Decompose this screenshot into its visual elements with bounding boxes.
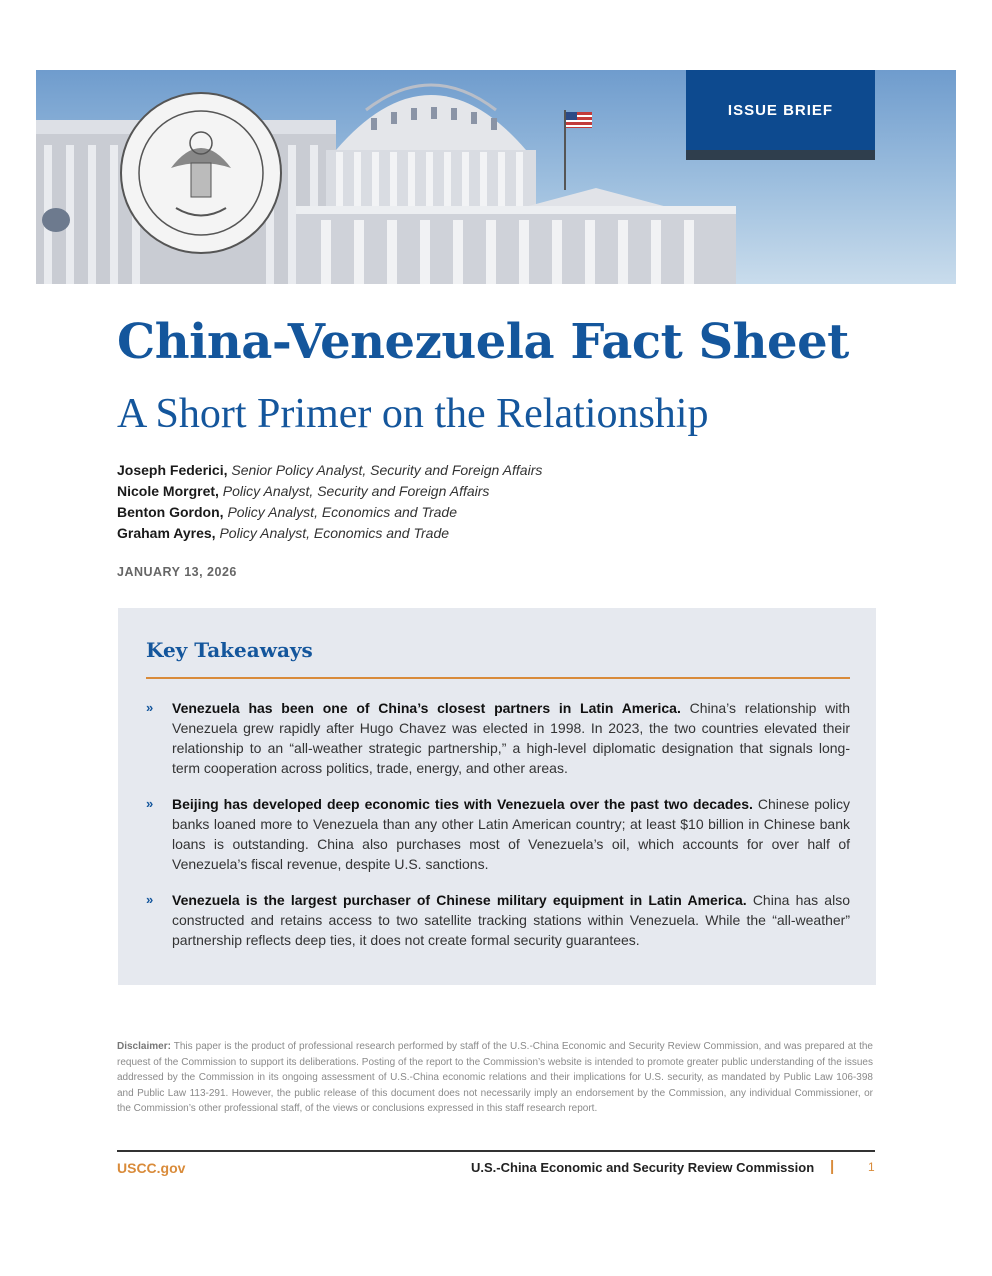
badge-underline [686,150,875,160]
author-line [117,523,542,544]
author-list [117,460,542,544]
takeaway-item [146,890,850,950]
author-line [117,502,542,523]
page-subtitle: A Short Primer on the Relationship [117,391,709,437]
author-role: Policy Analyst, Economics and Trade [219,525,450,541]
author-name: Benton Gordon, [117,504,224,520]
takeaway-body: China has also constructed and retains access to two satellite tracking stations within Venezuela. While the “all-weather” partnership reflects deep ties, it does not create formal security guarantees. [172,892,850,948]
publication-date: JANUARY 13, 2026 [117,565,237,579]
disclaimer [117,1039,873,1117]
bullet-chevron-icon: » [146,700,154,715]
footer-separator: | [830,1158,835,1175]
author-name: Nicole Morgret, [117,483,219,499]
takeaway-body: Chinese policy banks loaned more to Venezuela than any other Latin American country; at least $10 billion in Chinese bank loans is outstanding. China also purchases most of Venezuela’s oil, which accounts for over half of Venezuela’s fiscal revenue, despite U.S. sanctions. [172,796,850,872]
bullet-chevron-icon: » [146,892,154,907]
section-divider [146,677,850,679]
takeaway-item [146,794,850,874]
takeaway-item [146,698,850,778]
takeaway-lead: Venezuela has been one of China’s closest partners in Latin America. [172,700,681,716]
takeaway-text [172,890,850,950]
author-role: Policy Analyst, Economics and Trade [227,504,457,520]
author-name: Graham Ayres, [117,525,216,541]
takeaway-lead: Beijing has developed deep economic ties with Venezuela over the past two decades. [172,796,753,812]
takeaway-text [172,794,850,874]
page-title: China-Venezuela Fact Sheet [117,314,849,370]
uscc-seal-icon [116,88,286,258]
author-role: Policy Analyst, Security and Foreign Affairs [222,483,490,499]
author-line [117,460,542,481]
page-number: 1 [868,1160,875,1174]
author-name: Joseph Federici, [117,462,228,478]
footer-site-link[interactable]: USCC.gov [117,1160,186,1176]
takeaway-lead: Venezuela is the largest purchaser of Chinese military equipment in Latin America. [172,892,747,908]
footer-divider [117,1150,875,1152]
disclaimer-text: This paper is the product of professional research performed by staff of the U.S.-China Economic and Security Review Commission, and was prepared at the request of the Commission to support its deliberations. Posting of the report to the Commission’s website is intended to promote greater public understanding of the issues addressed by the Commission in its ongoing assessment of U.S.-China economic relations and their implications for U.S. security, as mandated by Public Law 106-398 and Public Law 113-291. However, the public release of this document does not necessarily imply an endorsement by the Commission, any individual Commissioner, or the Commission’s other professional staff, of the views or conclusions expressed in this staff research report. [117,1041,873,1114]
bullet-chevron-icon: » [146,796,154,811]
issue-brief-badge: ISSUE BRIEF [686,70,875,150]
key-takeaways-panel [118,608,876,985]
takeaway-body: China’s relationship with Venezuela grew rapidly after Hugo Chavez was elected in 1998. In 2023, the two countries elevated their relationship to an “all-weather strategic partnership,” a high-level diplomatic designation that signals long-term cooperation across politics, trade, energy, and other areas. [172,700,851,776]
disclaimer-label: Disclaimer: [117,1041,171,1052]
takeaway-text [172,698,850,778]
author-line [117,481,542,502]
key-takeaways-heading: Key Takeaways [146,638,313,662]
footer-organization: U.S.-China Economic and Security Review Commission [471,1160,815,1175]
author-role: Senior Policy Analyst, Security and Foreign Affairs [231,462,543,478]
